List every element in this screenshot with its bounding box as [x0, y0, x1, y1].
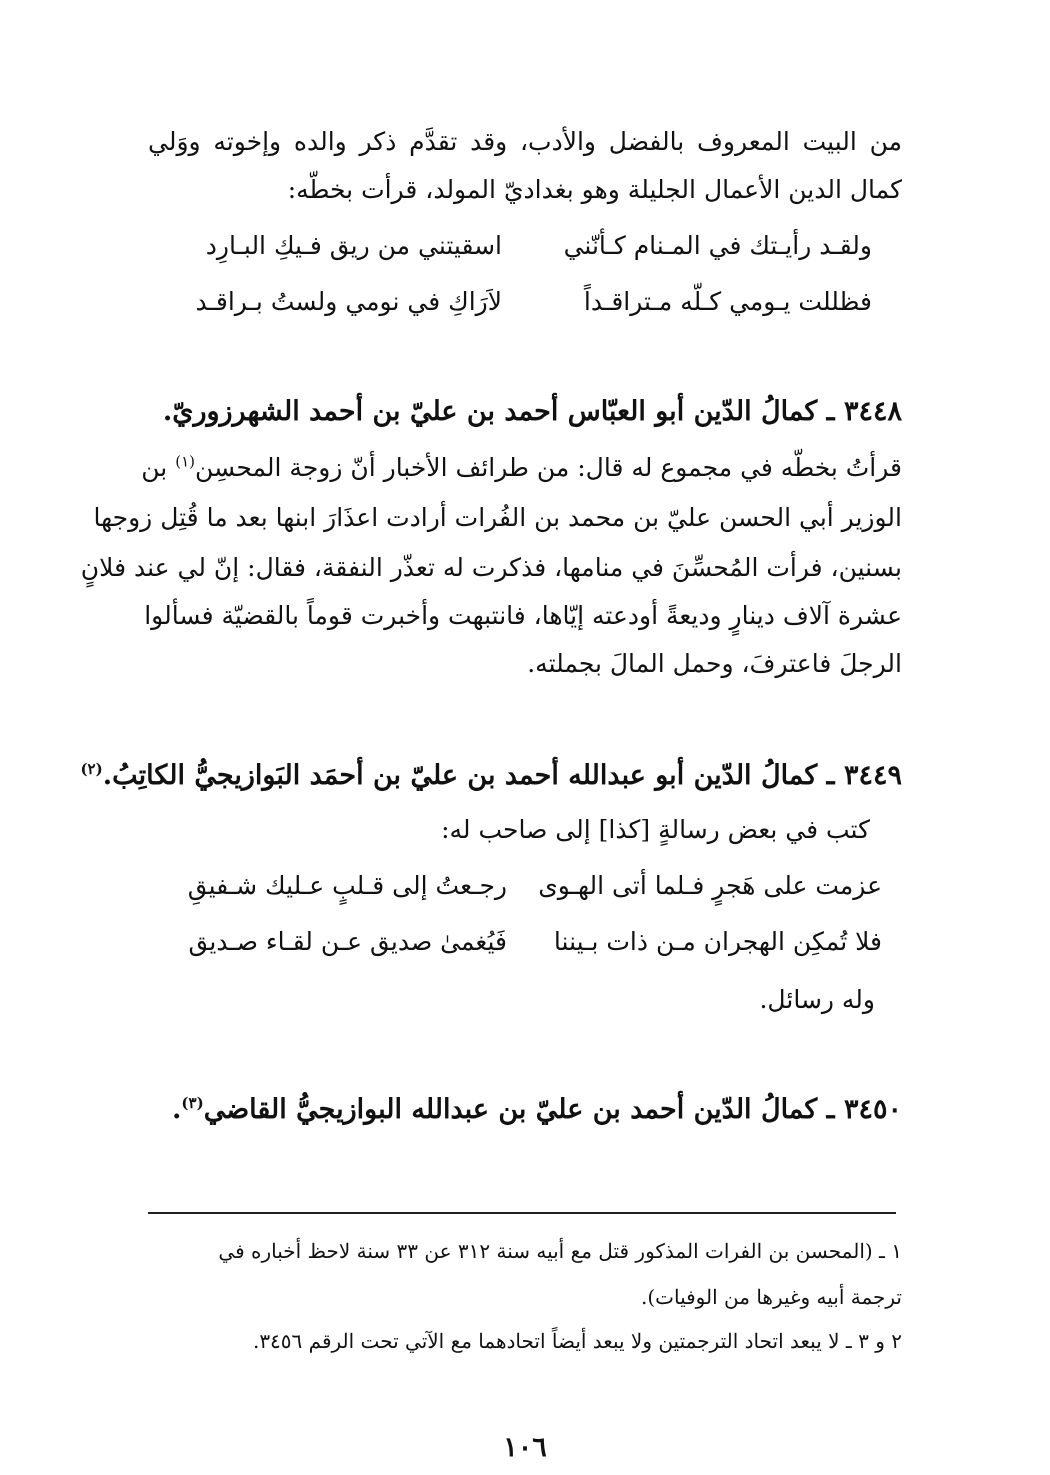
verse-row-4: [148, 922, 902, 962]
entry-3448-line-5: الرجلَ فاعترفَ، وحمل المالَ بجملته.: [527, 649, 902, 678]
entry-3448-line-3: بسنين، فرأت المُحسِّنَ في منامها، فذكرت له تعذّر النفقة، فقال: إنّ لي عند فلانٍ: [80, 553, 902, 582]
entry-heading-3449: [80, 756, 902, 796]
entry-3449-line-1: كتب في بعض رسالةٍ [كذا] إلى صاحب له:: [441, 815, 870, 844]
verse-row-2: [148, 282, 902, 322]
verse-hemistich: ولقـد رأيـتك في المـنام كـأنّني: [563, 231, 872, 260]
verse-hemistich: فظللت يـومي كـلّه مـتراقـداً: [583, 287, 872, 316]
entry-3448-line-4: عشرة آلاف دينارٍ وديعةً أودعته إيّاها، فانتبهت وأخبرت قوماً بالقضيّة فسألوا: [144, 601, 902, 630]
entry-3448-line-2: الوزير أبي الحسن عليّ بن محمد بن الفُرات أرادت اعذَارَ ابنها بعد ما قُتِل زوجها: [93, 503, 902, 532]
entry-3448-line-1: [141, 450, 902, 486]
entry-heading-3448: ٣٤٤٨ ـ كمالُ الدّين أبو العبّاس أحمد بن عليّ بن أحمد الشهرزوريّ.: [162, 396, 902, 427]
text-span: بن: [141, 453, 168, 482]
footnote-2-3: ٢ و ٣ ـ لا يبعد اتحاد الترجمتين ولا يبعد أيضاً اتحادهما مع الآتي تحت الرقم ٣٤٥٦.: [252, 1329, 902, 1353]
verse-hemistich: رجـعتُ إلى قـلبٍ عـليك شـفيقِ: [187, 871, 507, 900]
verse-hemistich: فلا تُمكِن الهجران مـن ذات بـيننا: [553, 927, 882, 956]
footnote-divider: [148, 1212, 896, 1214]
verse-hemistich: لاَرَاكِ في نومي ولستُ بـراقـد: [195, 287, 502, 316]
footnote-ref: (٢): [80, 760, 103, 778]
verse-row-3: [148, 866, 902, 906]
footnote-ref: (٣): [181, 1094, 204, 1112]
verse-hemistich: عزمت على هَجرٍ فـلما أتى الهـوى: [538, 871, 882, 900]
intro-line-2: كمال الدين الأعمال الجليلة وهو بغداديّ المولد، قرأت بخطّه:: [287, 175, 902, 204]
text-span: ٣٤٤٩ ـ كمالُ الدّين أبو عبدالله أحمد بن عليّ بن أحمَد البَوازيجيُّ الكاتِبُ.: [102, 760, 902, 791]
text-span: .: [172, 1094, 182, 1125]
intro-line-1: من البيت المعروف بالفضل والأدب، وقد تقدَّم ذكر والده وإخوته ووَلي: [148, 127, 902, 156]
footnote-1-line-1: ١ ـ (المحسن بن الفرات المذكور قتل مع أبيه سنة ٣١٢ عن ٣٣ سنة لاحظ أخباره في: [218, 1239, 902, 1263]
entry-heading-3450: [148, 1090, 902, 1130]
entry-3449-line-2: وله رسائل.: [759, 985, 875, 1014]
text-span: ٣٤٥٠ ـ كمالُ الدّين أحمد بن عليّ بن عبدالله البوازيجيُّ القاضي: [203, 1094, 902, 1125]
footnote-ref: (١): [175, 452, 195, 471]
verse-row-1: [148, 226, 902, 266]
footnote-1-line-2: ترجمة أبيه وغيرها من الوفيات).: [641, 1285, 902, 1309]
verse-hemistich: اسقيتني من ريق فـيكِ البـارِد: [205, 231, 502, 260]
text-span: قرأتُ بخطّه في مجموع له قال: من طرائف الأخبار أنّ زوجة المحسِن: [194, 453, 902, 482]
page-number: ١٠٦: [503, 1432, 547, 1463]
verse-hemistich: فَيُغمىٰ صديق عـن لقـاء صـديق: [188, 927, 507, 956]
